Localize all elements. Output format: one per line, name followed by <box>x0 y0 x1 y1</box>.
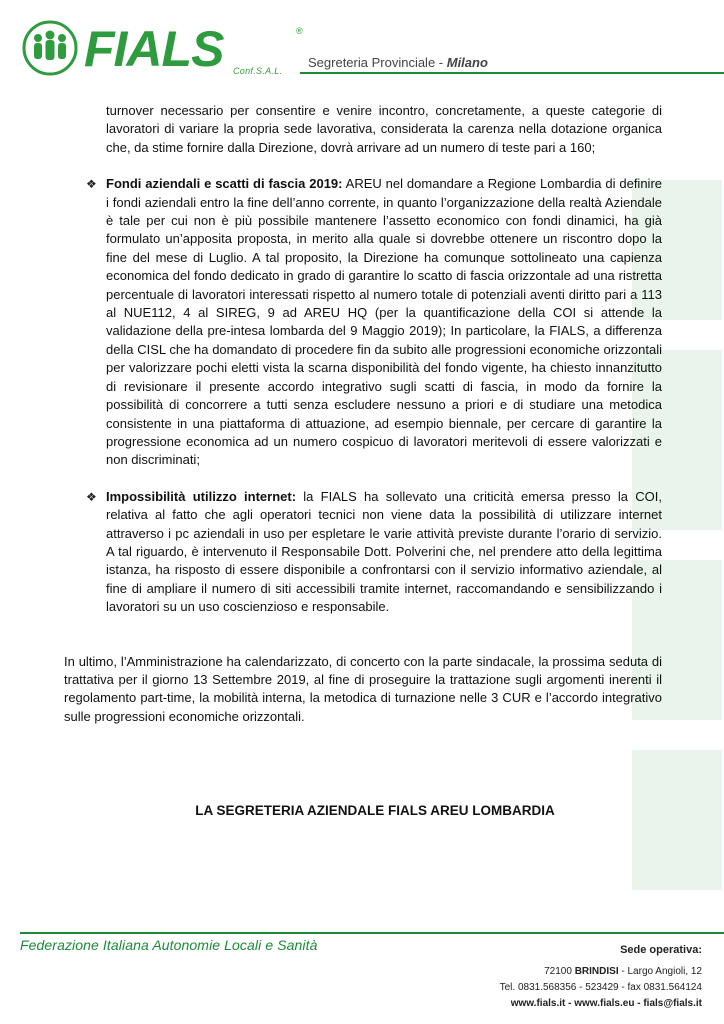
svg-text:®: ® <box>296 26 303 36</box>
bullet-item <box>86 175 662 470</box>
document-body <box>64 102 662 821</box>
footer-address: 72100 BRINDISI - Largo Angioli, 12 <box>544 966 702 977</box>
intro-paragraph: turnover necessario per consentire e venire incontro, concretamente, a queste categorie di lavoratori di variare la propria sede lavorativa, considerata la carenza nella dotazione organica che, da stime fornire dalla Direzione, dovrà arrivare ad un numero di teste pari a 160; <box>106 103 662 155</box>
bullet-title: Fondi aziendali e scatti di fascia 2019: <box>106 176 343 192</box>
footer-contacts <box>500 942 702 1012</box>
logo-wordmark: FIALS <box>84 21 224 77</box>
closing-paragraph: In ultimo, l’Amministrazione ha calendarizzato, di concerto con la parte sindacale, la prossima seduta di trattativa per il giorno 13 Settembre 2019, al fine di proseguire la trattazione sugli argomenti inerenti il regolamento part-time, la mobilità interna, la metodica di turnazione nelle 3 CUR e l’accordo integrativo sulle progressioni economiche orizzontali. <box>64 653 662 724</box>
signature: LA SEGRETERIA AZIENDALE FIALS AREU LOMBARDIA <box>195 803 555 819</box>
header-rule <box>300 72 724 74</box>
sede-label: Sede operativa: <box>620 944 702 956</box>
footer-phone: Tel. 0831.568356 - 523429 - fax 0831.564124 <box>499 982 702 993</box>
bullet-text: AREU nel domandare a Regione Lombardia di definire i fondi aziendali entro la fine dell’anno corrente, in quanto l’organizzazione della realtà Aziendale è tale per cui non è più possibile mantenere l’assetto economico con fondi dinamici, ha già formulato un’apposita proposta, in merito alla quale si dovrebbe ottenere un riscontro dopo la fine del mese di Luglio. A tal proposito, la Direzione ha comunque sottolineato una capienza economica del fondo dedicato in grado di garantire lo scatto di fascia orizzontale ad una ristretta percentuale di lavoratori interessati rispetto al numero totale di potenziali aventi diritto pari a 113 al NUE112, 4 al SIREG, 9 ad AREU HQ (per la quantificazione della COI si attende la validazione della pre-intesa lombarda del 9 Maggio 2019); In particolare, la FIALS, a differenza della CISL che ha domandato di procedere fin da subito alle progressioni economiche orizzontali per valorizzare pochi eletti vista la scarna disponibilità del fondo vigente, ha chiesto innanzitutto di revisionare il presente accordo integrativo sugli scatti di fascia, in modo da fornire la possibilità di concorrere a tutti senza escludere nessuno a priori e di studiare una metodica consistente in una piattaforma di attuazione, ad esempio biennale, per cercare di garantire la progressione economica ad un numero cospicuo di lavoratori meritevoli di essere valorizzati e non discriminati; <box>106 176 662 468</box>
footer-web: www.fials.it - www.fials.eu - fials@fials.it <box>510 998 702 1009</box>
segreteria-label: Segreteria Provinciale - Milano <box>308 55 488 70</box>
bullet-title: Impossibilità utilizzo internet: <box>106 488 297 504</box>
bullet-item <box>86 488 662 617</box>
diamond-bullet-icon: ❖ <box>86 177 97 192</box>
conf-sal-label: Conf.S.A.L. <box>233 66 283 76</box>
diamond-bullet-icon: ❖ <box>86 489 97 504</box>
footer-rule <box>20 932 724 934</box>
federazione-label: Federazione Italiana Autonomie Locali e Sanità <box>20 937 318 953</box>
bullet-text: la FIALS ha sollevato una criticità emersa presso la COI, relativa al fatto che agli operatori tecnici non viene data la possibilità di utilizzare internet attraverso i pc aziendali in uso per espletare le varie attività previste durante l’orario di servizio. A tal riguardo, è intervenuto il Responsabile Dott. Polverini che, nel prendere atto della legittima istanza, ha risposto di essere disponibile a confrontarsi con il servizio informativo aziendale, al fine di ampliare il numero di siti accessibili tramite internet, raccomandando e sensibilizzando i lavoratori su un uso coscienzioso e responsabile. <box>106 488 662 615</box>
